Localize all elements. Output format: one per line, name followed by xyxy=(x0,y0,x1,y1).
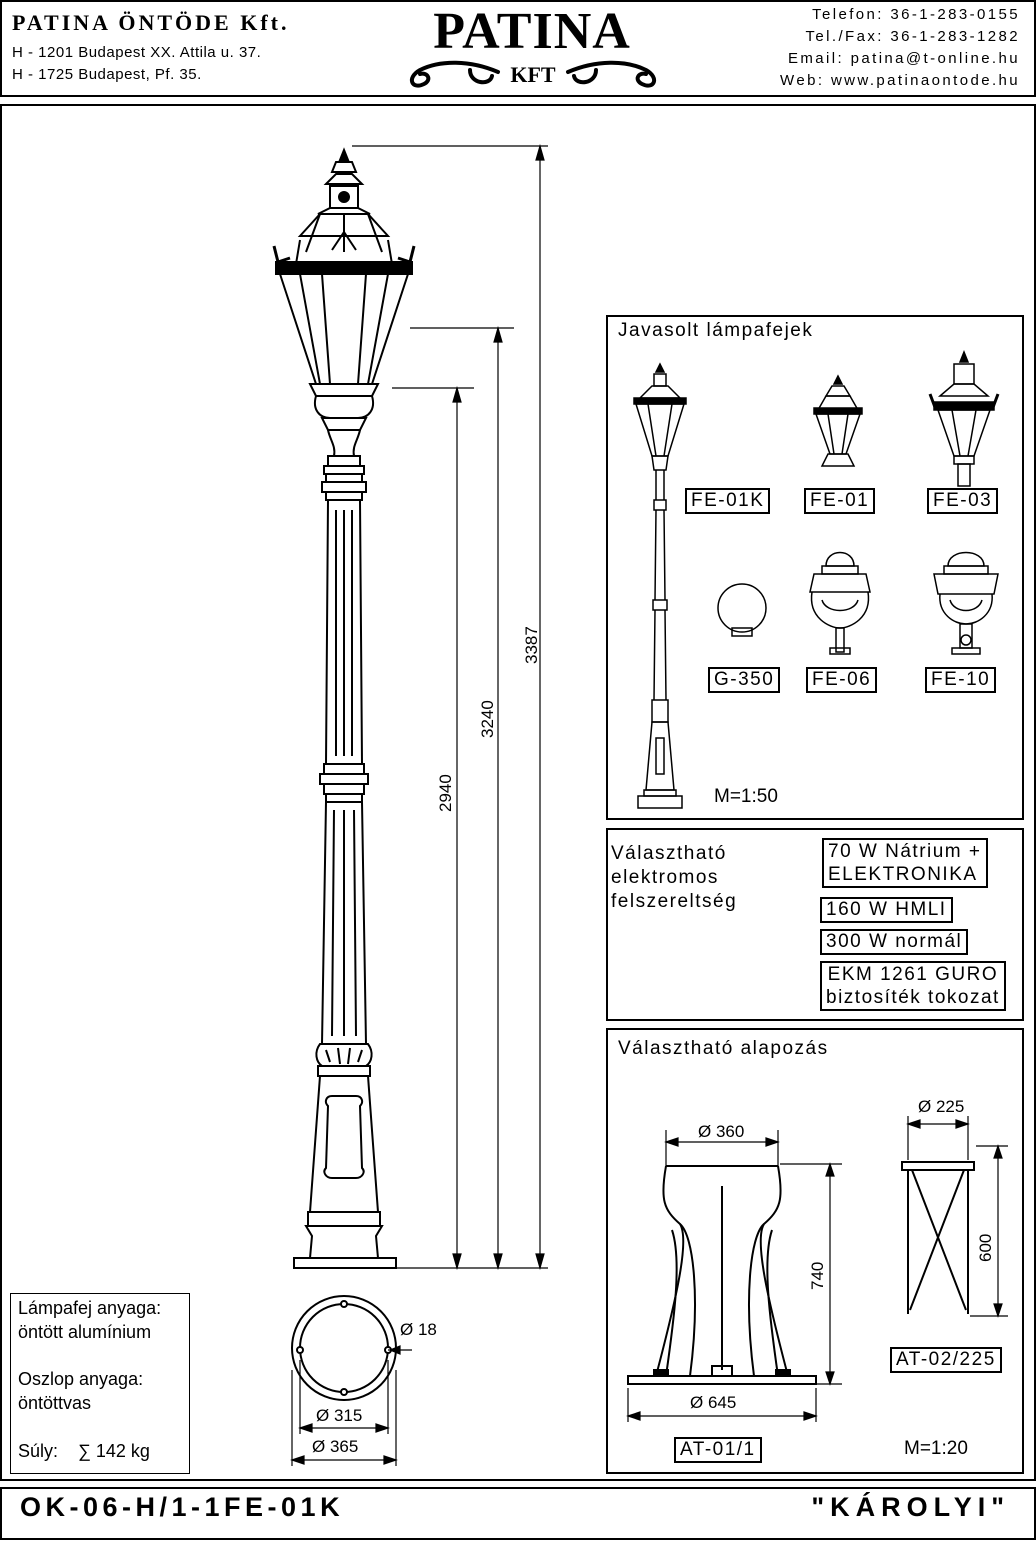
option-1-line-1: 70 W Nátrium + xyxy=(828,841,982,862)
dim-diameter-365: Ø 365 xyxy=(312,1437,359,1456)
lamp-material-value: öntött alumínium xyxy=(18,1322,152,1342)
electrical-title-3: felszereltség xyxy=(611,891,738,912)
dim-diameter-645: Ø 645 xyxy=(690,1393,737,1412)
fax: Tel./Fax: 36-1-283-1282 xyxy=(805,28,1020,45)
dim-diameter-315: Ø 315 xyxy=(316,1406,363,1425)
lamp-head-fe01k: FE-01K xyxy=(685,488,770,514)
option-4-line-1: EKM 1261 GURO xyxy=(827,964,999,985)
phone: Telefon: 36-1-283-0155 xyxy=(812,6,1020,23)
product-name: "KÁROLYI" xyxy=(811,1492,1010,1522)
pole-material-value: öntöttvas xyxy=(18,1393,92,1413)
logo-main: PATINA xyxy=(433,3,631,60)
weight-label: Súly: xyxy=(18,1441,59,1461)
option-1-line-2: ELEKTRONIKA xyxy=(828,864,978,885)
foundation-title: Választható alapozás xyxy=(618,1038,829,1059)
lamp-heads-title: Javasolt lámpafejek xyxy=(618,320,814,341)
lamp-head-fe10: FE-10 xyxy=(925,667,996,693)
website: Web: www.patinaontode.hu xyxy=(780,72,1020,89)
dim-diameter-360: Ø 360 xyxy=(698,1122,745,1141)
dim-diameter-225: Ø 225 xyxy=(918,1097,965,1116)
logo-sub: KFT xyxy=(510,62,556,87)
email: Email: patina@t-online.hu xyxy=(788,50,1020,67)
lamp-material-label: Lámpafej anyaga: xyxy=(18,1298,162,1318)
option-4-line-2: biztosíték tokozat xyxy=(826,987,1000,1008)
dim-3240: 3240 xyxy=(478,700,497,738)
option-160w-hmli: 160 W HMLI xyxy=(820,897,953,923)
lamp-head-g350: G-350 xyxy=(708,667,780,693)
dim-740: 740 xyxy=(808,1261,827,1290)
dim-diameter-18: Ø 18 xyxy=(400,1320,437,1339)
product-code: OK-06-H/1-1FE-01K xyxy=(20,1492,345,1522)
foundation-at02: AT-02/225 xyxy=(890,1347,1002,1373)
option-300w-normal: 300 W normál xyxy=(820,929,968,955)
foundation-at01: AT-01/1 xyxy=(674,1437,762,1463)
dim-3387: 3387 xyxy=(522,626,541,664)
electrical-title-2: elektromos xyxy=(611,867,719,888)
address-line-1: H - 1201 Budapest XX. Attila u. 37. xyxy=(12,44,262,61)
lamp-head-fe01: FE-01 xyxy=(804,488,875,514)
lamp-head-fe03: FE-03 xyxy=(927,488,998,514)
weight-value: ∑ 142 kg xyxy=(78,1441,150,1461)
lamp-heads-scale: M=1:50 xyxy=(714,786,778,807)
address-line-2: H - 1725 Budapest, Pf. 35. xyxy=(12,66,202,83)
pole-material-label: Oszlop anyaga: xyxy=(18,1369,144,1389)
dim-2940: 2940 xyxy=(436,774,455,812)
dim-600: 600 xyxy=(976,1233,995,1262)
company-name: PATINA ÖNTÖDE Kft. xyxy=(12,10,290,35)
lamp-head-fe06: FE-06 xyxy=(806,667,877,693)
electrical-title-1: Választható xyxy=(611,843,727,864)
foundation-scale: M=1:20 xyxy=(904,1438,968,1459)
